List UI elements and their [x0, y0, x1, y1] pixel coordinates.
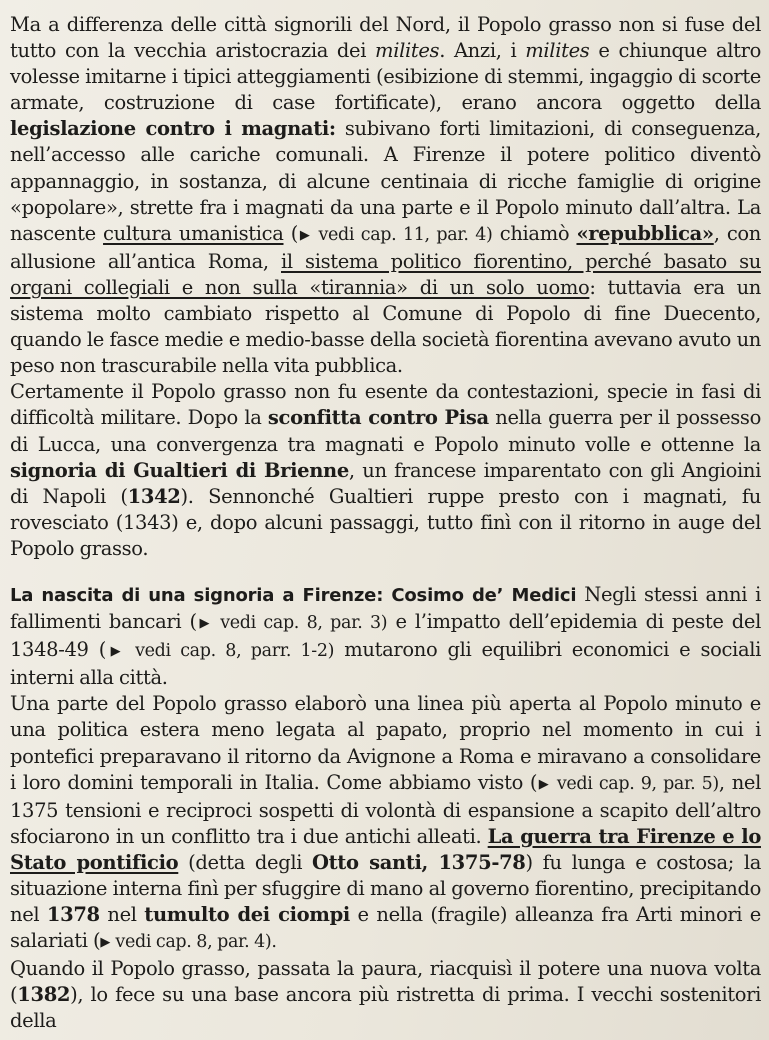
paragraph-1382: Quando il Popolo grasso, passata la paura, riacquisì il potere una nuova volta (1382), lo fece su una base ancora più ristretta di prima. I vecchi sostenitori della: [10, 957, 761, 1033]
keyword-signoria-gualtieri: signoria di Gualtieri di Brienne: [10, 458, 349, 482]
keyword-otto-santi: Otto santi, 1375-78: [312, 850, 526, 874]
paragraph-gualtieri: Certamente il Popolo grasso non fu esente da contestazioni, specie in fasi di difficoltà militare. Dopo la sconfitta contro Pisa nella guerra per il possesso di Lucca, una convergenza tra magnati e Popolo minuto volle e ottenne la signoria di Gualtieri di Brienne, un francese imparentato con gli Angioini di Napoli (1342). Sennonché Gualtieri ruppe presto con i magnati, fu rovesciato (1343) e, dopo alcuni passaggi, tutto finì con il ritorno in auge del Popolo grasso.: [10, 380, 761, 560]
keyword-tumulto-ciompi: tumulto dei ciompi: [144, 903, 350, 927]
section-heading: La nascita di una signoria a Firenze: Cosimo de’ Medici: [10, 584, 577, 606]
link-cultura-umanistica[interactable]: cultura umanistica: [103, 221, 284, 245]
section-cosimo: La nascita di una signoria a Firenze: Cosimo de’ Medici Negli stessi anni i fallimenti bancari (▶ vedi cap. 8, par. 3) e l’impatto dell’epidemia di peste del 1348-49 (▶ vedi cap. 8, parr. 1-2) mutarono gli equilibri economici e sociali interni alla città.: [10, 582, 761, 690]
cross-reference[interactable]: vedi cap. 11, par. 4): [318, 224, 493, 245]
keyword-sistema-politico: il sistema politico fiorentino, perché basato su organi collegiali e non sulla «tirannia» di un solo uomo: [10, 249, 761, 299]
cross-reference[interactable]: vedi cap. 8, par. 3): [220, 613, 388, 634]
cross-reference-arrow-icon: ▶: [537, 776, 550, 792]
cross-reference-arrow-icon: ▶: [105, 644, 125, 660]
cross-reference[interactable]: vedi cap. 8, par. 4).: [115, 932, 277, 953]
paragraph-otto-santi: Una parte del Popolo grasso elaborò una linea più aperta al Popolo minuto e una politica estera meno legata al papato, proprio nel momento in cui i pontefici preparavano il ritorno da Avignone a Roma e miravano a consolidare i loro domini temporali in Italia. Come abbiamo visto (▶ vedi cap. 9, par. 5), nel 1375 tensioni e reciproci sospetti di volontà di espansione a scapito dell’altro sfociarono in un conflitto tra i due antichi alleati. La guerra tra Firenze e lo Stato pontificio (detta degli Otto santi, 1375-78) fu lunga e costosa; la situazione interna finì per sfuggire di mano al governo fiorentino, precipitando nel 1378 nel tumulto dei ciompi e nella (fragile) alleanza fra Arti minori e salariati (▶ vedi cap. 8, par. 4).: [10, 692, 762, 953]
keyword-repubblica: «repubblica»: [576, 221, 714, 245]
keyword-legislazione: legislazione contro i magnati:: [10, 117, 336, 141]
cross-reference-arrow-icon: ▶: [196, 616, 212, 632]
cross-reference-arrow-icon: ▶: [298, 227, 312, 243]
cross-reference-arrow-icon: ▶: [100, 935, 110, 951]
cross-reference[interactable]: vedi cap. 9, par. 5): [556, 773, 719, 794]
keyword-guerra-firenze: La guerra tra Firenze e lo Stato pontificio: [10, 824, 761, 874]
keyword-sconfitta-pisa: sconfitta contro Pisa: [267, 406, 489, 430]
cross-reference[interactable]: vedi cap. 8, parr. 1-2): [135, 641, 335, 662]
paragraph-popolo-grasso: Ma a differenza delle città signorili del Nord, il Popolo grasso non si fuse del tutto con la vecchia aristocrazia dei milites. Anzi, i milites e chiunque altro volesse imitarne i tipici atteggiamenti (esibizione di stemmi, ingaggio di scorte armate, costruzione di case fortificate), erano ancora oggetto della legislazione contro i magnati: subivano forti limitazioni, di conseguenza, nell’accesso alle cariche comunali. A Firenze il potere politico diventò appannaggio, in sostanza, di alcune centinaia di ricche famiglie di origine «popolare», strette fra i magnati da una parte e il Popolo minuto dall’altra. La nascente cultura umanistica (▶ vedi cap. 11, par. 4) chiamò «repubblica», con allusione all’antica Roma, il sistema politico fiorentino, perché basato su organi collegiali e non sulla «tirannia» di un solo uomo: tuttavia era un sistema molto cambiato rispetto al Comune di Popolo di fine Duecento, quando le fasce medie e medio-basse della società fiorentina avevano avuto un peso non trascurabile nella vita pubblica.: [10, 13, 761, 378]
